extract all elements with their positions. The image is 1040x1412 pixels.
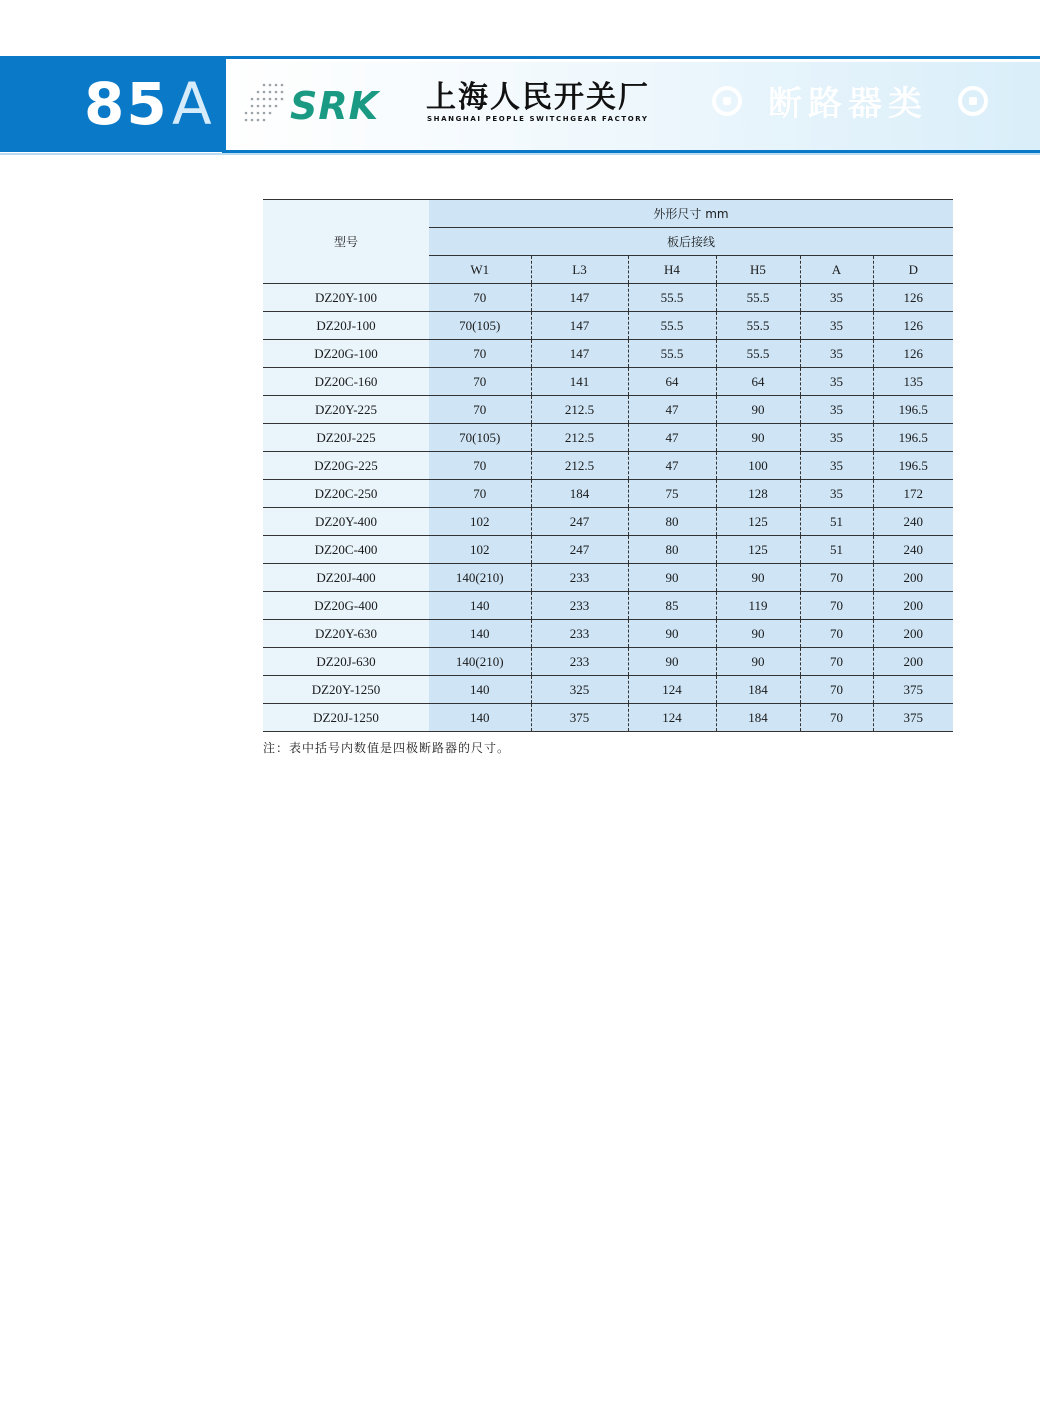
value-cell: 240 (873, 536, 953, 564)
value-cell: 196.5 (873, 424, 953, 452)
model-cell: DZ20G-400 (263, 592, 429, 620)
value-cell: 247 (531, 508, 628, 536)
page-number-box (0, 56, 222, 152)
value-cell: 200 (873, 648, 953, 676)
logo-dots-icon (244, 82, 288, 122)
value-cell: 35 (800, 396, 873, 424)
column-header-d: D (873, 256, 953, 284)
table-row (263, 480, 953, 508)
value-cell: 102 (429, 536, 531, 564)
value-cell: 55.5 (716, 340, 800, 368)
page-number: 85 (84, 70, 169, 138)
value-cell: 51 (800, 536, 873, 564)
value-cell: 124 (628, 676, 716, 704)
value-cell: 375 (873, 676, 953, 704)
table-row (263, 284, 953, 312)
value-cell: 90 (628, 564, 716, 592)
value-cell: 55.5 (716, 284, 800, 312)
table-row (263, 704, 953, 732)
value-cell: 147 (531, 340, 628, 368)
value-cell: 35 (800, 480, 873, 508)
value-cell: 200 (873, 592, 953, 620)
value-cell: 140 (429, 676, 531, 704)
value-cell: 70 (800, 676, 873, 704)
value-cell: 75 (628, 480, 716, 508)
value-cell: 240 (873, 508, 953, 536)
page-header (0, 56, 1040, 156)
value-cell: 55.5 (628, 284, 716, 312)
table-row (263, 340, 953, 368)
value-cell: 70 (429, 452, 531, 480)
header-divider (222, 56, 226, 153)
table-row (263, 396, 953, 424)
value-cell: 80 (628, 508, 716, 536)
value-cell: 70 (429, 396, 531, 424)
value-cell: 64 (628, 368, 716, 396)
value-cell: 119 (716, 592, 800, 620)
value-cell: 200 (873, 564, 953, 592)
model-cell: DZ20C-250 (263, 480, 429, 508)
header-bottom-rule-light (0, 153, 1040, 155)
value-cell: 90 (716, 620, 800, 648)
srk-logo: SRK (290, 84, 380, 128)
model-cell: DZ20J-630 (263, 648, 429, 676)
dimension-header: 外形尺寸 mm (429, 200, 953, 228)
value-cell: 212.5 (531, 452, 628, 480)
value-cell: 47 (628, 452, 716, 480)
value-cell: 70 (800, 592, 873, 620)
value-cell: 375 (531, 704, 628, 732)
table-row (263, 536, 953, 564)
value-cell: 147 (531, 284, 628, 312)
value-cell: 184 (531, 480, 628, 508)
value-cell: 90 (628, 648, 716, 676)
table-row (263, 648, 953, 676)
value-cell: 128 (716, 480, 800, 508)
value-cell: 70(105) (429, 424, 531, 452)
value-cell: 125 (716, 536, 800, 564)
value-cell: 124 (628, 704, 716, 732)
value-cell: 90 (716, 424, 800, 452)
value-cell: 126 (873, 284, 953, 312)
category-text: 断路器类 (768, 84, 928, 124)
value-cell: 212.5 (531, 396, 628, 424)
value-cell: 35 (800, 340, 873, 368)
value-cell: 47 (628, 424, 716, 452)
value-cell: 80 (628, 536, 716, 564)
table-row (263, 312, 953, 340)
table-row (263, 592, 953, 620)
circle-bullet-icon (958, 86, 988, 116)
column-header-h5: H5 (716, 256, 800, 284)
value-cell: 70 (429, 284, 531, 312)
model-cell: DZ20J-100 (263, 312, 429, 340)
value-cell: 55.5 (628, 340, 716, 368)
value-cell: 70 (800, 704, 873, 732)
value-cell: 141 (531, 368, 628, 396)
value-cell: 70 (429, 340, 531, 368)
model-cell: DZ20Y-1250 (263, 676, 429, 704)
header-top-rule (222, 56, 1040, 59)
value-cell: 196.5 (873, 396, 953, 424)
value-cell: 100 (716, 452, 800, 480)
value-cell: 200 (873, 620, 953, 648)
value-cell: 247 (531, 536, 628, 564)
value-cell: 90 (716, 648, 800, 676)
footnote: 注：表中括号内数值是四极断路器的尺寸。 (263, 741, 511, 755)
value-cell: 70 (429, 480, 531, 508)
value-cell: 233 (531, 592, 628, 620)
value-cell: 233 (531, 648, 628, 676)
company-name-cn: 上海人民开关厂 (426, 80, 650, 115)
value-cell: 140(210) (429, 564, 531, 592)
dimensions-table (263, 199, 953, 732)
value-cell: 85 (628, 592, 716, 620)
page-suffix: A (172, 70, 212, 138)
value-cell: 126 (873, 340, 953, 368)
value-cell: 135 (873, 368, 953, 396)
value-cell: 125 (716, 508, 800, 536)
value-cell: 196.5 (873, 452, 953, 480)
model-cell: DZ20G-100 (263, 340, 429, 368)
company-name-en: SHANGHAI PEOPLE SWITCHGEAR FACTORY (427, 115, 649, 123)
model-cell: DZ20Y-400 (263, 508, 429, 536)
model-cell: DZ20J-400 (263, 564, 429, 592)
value-cell: 90 (716, 564, 800, 592)
table-row (263, 564, 953, 592)
value-cell: 35 (800, 312, 873, 340)
table-row (263, 368, 953, 396)
table-row (263, 452, 953, 480)
table-row (263, 620, 953, 648)
value-cell: 375 (873, 704, 953, 732)
table-row (263, 424, 953, 452)
model-cell: DZ20C-400 (263, 536, 429, 564)
value-cell: 212.5 (531, 424, 628, 452)
column-header-l3: L3 (531, 256, 628, 284)
value-cell: 35 (800, 368, 873, 396)
value-cell: 126 (873, 312, 953, 340)
model-cell: DZ20Y-630 (263, 620, 429, 648)
value-cell: 184 (716, 676, 800, 704)
model-header: 型号 (263, 200, 429, 284)
value-cell: 70 (429, 368, 531, 396)
table-row (263, 508, 953, 536)
value-cell: 51 (800, 508, 873, 536)
value-cell: 70 (800, 564, 873, 592)
value-cell: 147 (531, 312, 628, 340)
value-cell: 90 (716, 396, 800, 424)
model-cell: DZ20Y-225 (263, 396, 429, 424)
table-row (263, 676, 953, 704)
value-cell: 35 (800, 424, 873, 452)
value-cell: 70 (800, 648, 873, 676)
circle-bullet-icon (712, 86, 742, 116)
value-cell: 184 (716, 704, 800, 732)
column-header-h4: H4 (628, 256, 716, 284)
value-cell: 102 (429, 508, 531, 536)
column-header-w1: W1 (429, 256, 531, 284)
value-cell: 140(210) (429, 648, 531, 676)
value-cell: 90 (628, 620, 716, 648)
value-cell: 55.5 (628, 312, 716, 340)
column-header-a: A (800, 256, 873, 284)
value-cell: 233 (531, 620, 628, 648)
model-cell: DZ20J-1250 (263, 704, 429, 732)
value-cell: 47 (628, 396, 716, 424)
value-cell: 140 (429, 704, 531, 732)
value-cell: 70(105) (429, 312, 531, 340)
value-cell: 233 (531, 564, 628, 592)
model-cell: DZ20Y-100 (263, 284, 429, 312)
value-cell: 140 (429, 592, 531, 620)
value-cell: 35 (800, 452, 873, 480)
wiring-sub-header: 板后接线 (429, 228, 953, 256)
model-cell: DZ20G-225 (263, 452, 429, 480)
value-cell: 325 (531, 676, 628, 704)
model-cell: DZ20C-160 (263, 368, 429, 396)
value-cell: 70 (800, 620, 873, 648)
value-cell: 55.5 (716, 312, 800, 340)
value-cell: 140 (429, 620, 531, 648)
value-cell: 172 (873, 480, 953, 508)
value-cell: 35 (800, 284, 873, 312)
value-cell: 64 (716, 368, 800, 396)
model-cell: DZ20J-225 (263, 424, 429, 452)
